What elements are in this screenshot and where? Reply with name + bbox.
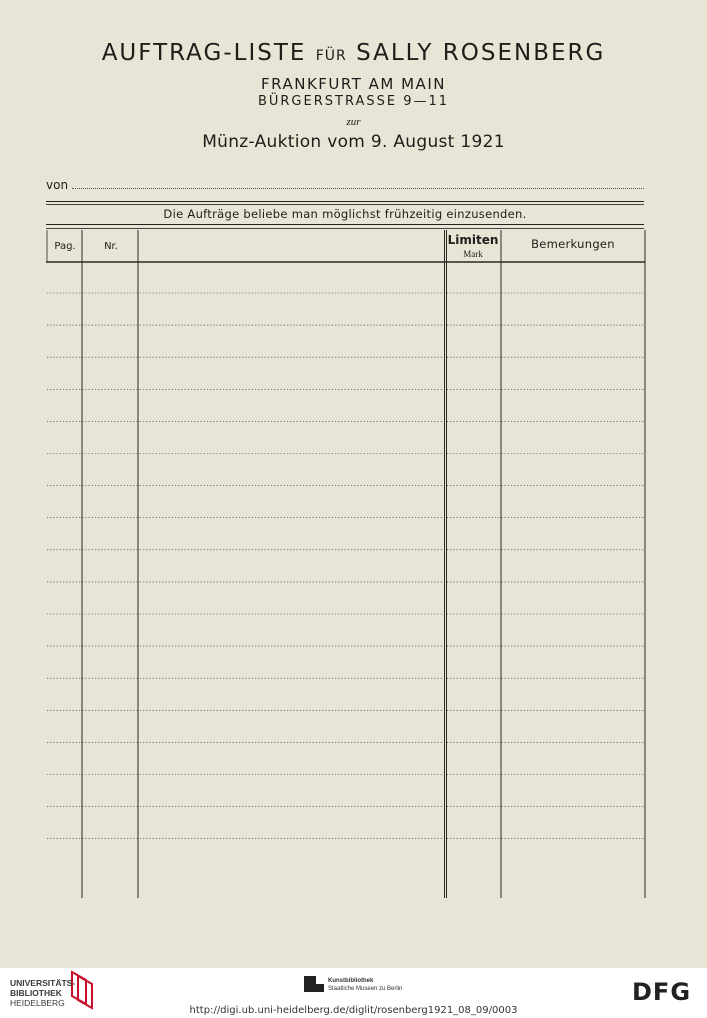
source-url-link[interactable]: http://digi.ub.uni-heidelberg.de/diglit/rosenberg1921_08_09/0003 [189, 1005, 518, 1016]
kb-line-2: Staatliche Museen zu Berlin [328, 986, 403, 992]
uni-heidelberg-label [10, 978, 75, 1008]
header-mark: Mark [463, 249, 483, 259]
street-line: BÜRGERSTRASSE 9—11 [257, 94, 450, 109]
title-part-a: AUFTRAG-LISTE [101, 40, 307, 66]
header-nr: Nr. [104, 241, 118, 252]
kb-line-1: Kunstbibliothek [328, 978, 374, 984]
kunstbibliothek-label [328, 977, 402, 993]
uni-line-2: BIBLIOTHEK [10, 988, 62, 998]
city-line: FRANKFURT AM MAIN [261, 75, 446, 93]
uni-heidelberg-logo-icon [68, 970, 188, 1010]
uni-line-3: HEIDELBERG [10, 998, 65, 1008]
notice-text: Die Aufträge beliebe man möglichst frühzeitig einzusenden. [163, 207, 527, 221]
auction-line: Münz-Auktion vom 9. August 1921 [202, 132, 505, 152]
header-bemerkungen: Bemerkungen [531, 237, 615, 251]
uni-line-1: UNIVERSITÄTS- [10, 978, 76, 988]
kunstbibliothek-logo-icon [302, 974, 326, 994]
zur-word: zur [346, 116, 361, 128]
dfg-logo: DFG [632, 978, 692, 1006]
title-small-word: FÜR [315, 48, 347, 64]
title-part-b: SALLY ROSENBERG [356, 40, 606, 66]
header-limiten: Limiten [447, 233, 499, 247]
header-pag: Pag. [54, 241, 76, 252]
von-label: von [46, 178, 69, 192]
